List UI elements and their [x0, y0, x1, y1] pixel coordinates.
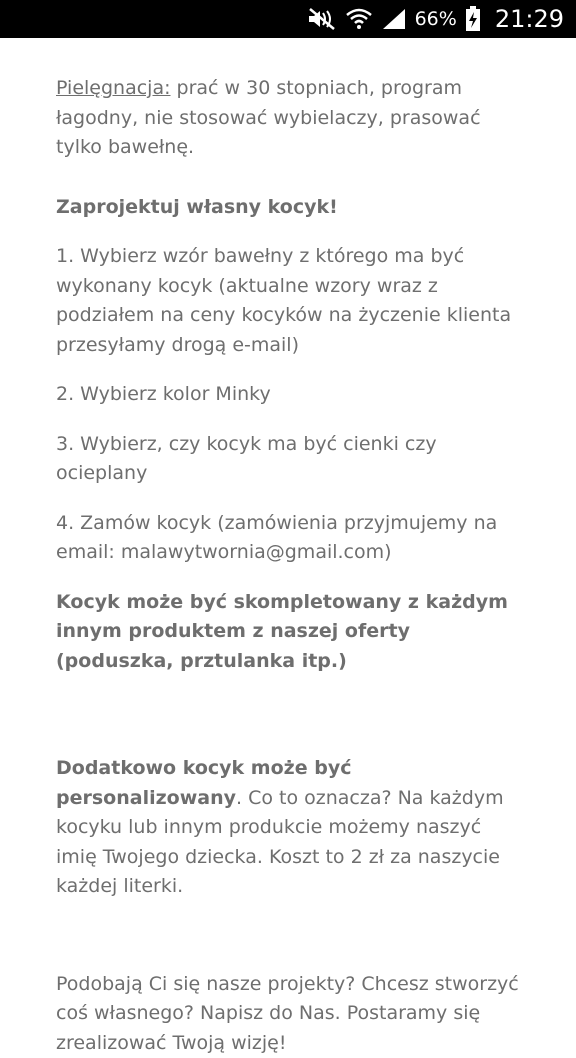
step-3: 3. Wybierz, czy kocyk ma być cienki czy ocieplany — [56, 430, 526, 489]
step-1: 1. Wybierz wzór bawełny z którego ma być wykonany kocyk (aktualne wzory wraz z podziałem na ceny kocyków na życzenie klienta przesyłamy drogą e-mail) — [56, 242, 526, 360]
article-content — [56, 74, 526, 1058]
status-bar — [0, 0, 576, 38]
combo-note: Kocyk może być skompletowany z każdym innym produktem z naszej oferty (poduszka, prztulanka itp.) — [56, 588, 526, 677]
personalization-text: . Co to oznacza? Na każdym kocyku lub innym produkcie możemy naszyć imię Twojego dziecka. Koszt to 2 zł za naszycie każdej literki. — [56, 787, 504, 898]
step-2: 2. Wybierz kolor Minky — [56, 380, 526, 410]
clock: 21:29 — [495, 5, 564, 33]
personalization-paragraph — [56, 754, 526, 902]
mute-icon — [307, 7, 337, 31]
battery-percent: 66% — [415, 8, 457, 30]
wifi-icon — [345, 7, 373, 31]
design-heading: Zaprojektuj własny kocyk! — [56, 193, 526, 223]
care-paragraph — [56, 74, 526, 163]
battery-charging-icon — [465, 6, 481, 32]
care-text: prać w 30 stopniach, program łagodny, nie stosować wybielaczy, prasować tylko bawełnę. — [56, 77, 481, 158]
closing-paragraph: Podobają Ci się nasze projekty? Chcesz stworzyć coś własnego? Napisz do Nas. Postaramy się zrealizować Twoją wizję! — [56, 970, 526, 1058]
personalization-heading: Dodatkowo kocyk może być personalizowany — [56, 757, 351, 809]
status-icons — [307, 0, 564, 38]
signal-icon — [381, 7, 407, 31]
care-label: Pielęgnacja: — [56, 77, 171, 99]
step-4: 4. Zamów kocyk (zamówienia przyjmujemy na email: malawytwornia@gmail.com) — [56, 509, 526, 568]
